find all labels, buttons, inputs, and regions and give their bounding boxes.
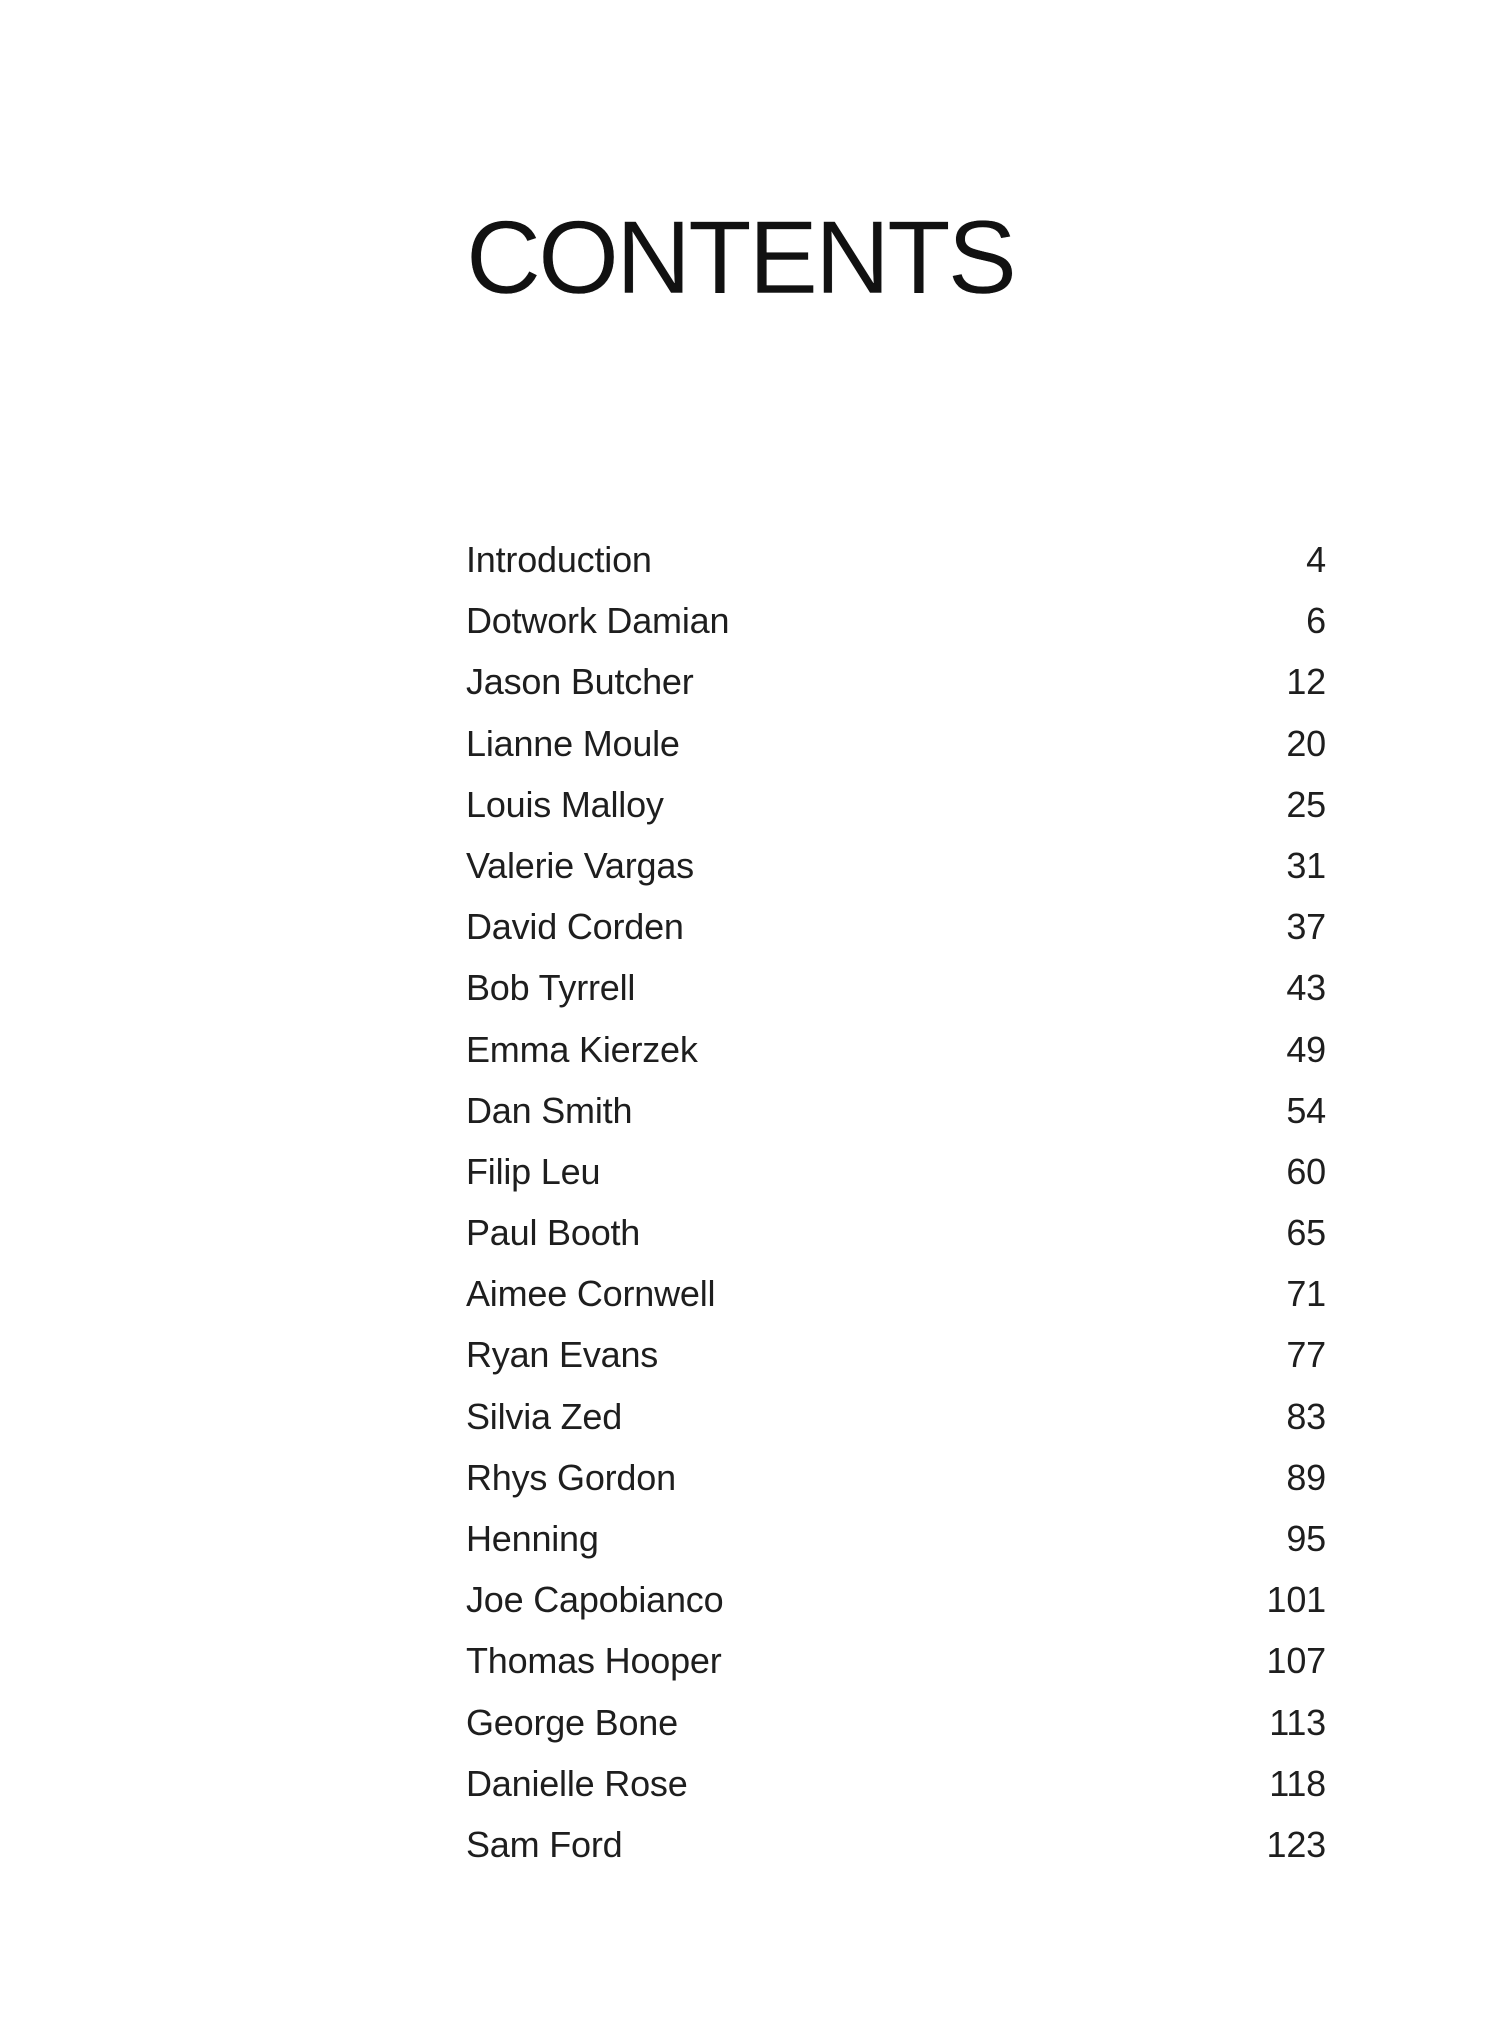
toc-entry [466,593,1326,654]
toc-entry-page-number: 43 [1286,967,1326,1009]
toc-entry-name: Valerie Vargas [466,844,694,886]
toc-entry-name: Louis Malloy [466,783,664,825]
toc-entry [466,1083,1326,1144]
toc-entry [466,654,1326,715]
toc-entry [466,1450,1326,1511]
toc-entry-page-number: 89 [1286,1456,1326,1498]
toc-entry-page-number: 65 [1286,1212,1326,1254]
toc-entry [466,777,1326,838]
toc-entry-page-number: 113 [1269,1701,1326,1743]
toc-entry-name: Danielle Rose [466,1762,688,1804]
toc-entry-name: Aimee Cornwell [466,1273,716,1315]
toc-entry-page-number: 31 [1286,844,1326,886]
toc-entry-page-number: 6 [1306,600,1326,642]
toc-entry-page-number: 77 [1286,1334,1326,1376]
toc-entry-name: Jason Butcher [466,661,694,703]
toc-entry [466,899,1326,960]
toc-entry-page-number: 95 [1286,1518,1326,1559]
toc-entry [466,1205,1326,1266]
toc-entry [466,1022,1326,1083]
toc-entry [466,1327,1326,1388]
toc-entry [466,716,1326,777]
toc-entry-page-number: 60 [1286,1150,1326,1192]
toc-entry-page-number: 37 [1286,906,1326,948]
toc-entry-page-number: 20 [1286,722,1326,764]
toc-entry [466,1389,1326,1450]
toc-entry-page-number: 71 [1286,1273,1326,1315]
toc-entry-page-number: 101 [1266,1579,1326,1621]
toc-entry-name: Dotwork Damian [466,600,730,642]
toc-entry-page-number: 25 [1286,783,1326,825]
toc-entry-name: Henning [466,1518,599,1559]
toc-entry [466,1572,1326,1633]
toc-entry [466,1633,1326,1694]
toc-entry-name: George Bone [466,1701,678,1743]
table-of-contents [466,532,1326,1878]
toc-entry-name: Sam Ford [466,1823,623,1865]
toc-entry-name: Silvia Zed [466,1395,623,1437]
toc-entry-name: Joe Capobianco [466,1579,724,1621]
toc-entry [466,1266,1326,1327]
toc-entry-name: Lianne Moule [466,722,680,764]
toc-entry-page-number: 4 [1306,539,1326,580]
toc-entry [466,1817,1326,1878]
toc-entry-page-number: 54 [1286,1089,1326,1131]
toc-entry-name: Filip Leu [466,1150,601,1192]
toc-entry [466,1756,1326,1817]
toc-entry-name: Bob Tyrrell [466,967,636,1009]
toc-entry-name: Thomas Hooper [466,1640,722,1682]
toc-entry-page-number: 123 [1266,1823,1326,1865]
toc-entry-page-number: 49 [1286,1028,1326,1070]
toc-entry-name: Emma Kierzek [466,1028,698,1070]
toc-entry [466,838,1326,899]
toc-entry [466,1144,1326,1205]
toc-entry [466,532,1326,593]
page-title: CONTENTS [466,200,1014,316]
toc-entry-name: David Corden [466,906,684,948]
toc-entry-page-number: 118 [1269,1762,1326,1804]
toc-entry-name: Paul Booth [466,1212,641,1254]
toc-entry [466,1511,1326,1572]
toc-entry [466,1695,1326,1756]
toc-entry-name: Rhys Gordon [466,1456,676,1498]
toc-entry-page-number: 12 [1286,661,1326,703]
toc-entry-name: Ryan Evans [466,1334,659,1376]
toc-entry [466,960,1326,1021]
toc-entry-name: Introduction [466,539,652,580]
toc-entry-name: Dan Smith [466,1089,633,1131]
toc-entry-page-number: 83 [1286,1395,1326,1437]
toc-entry-page-number: 107 [1266,1640,1326,1682]
